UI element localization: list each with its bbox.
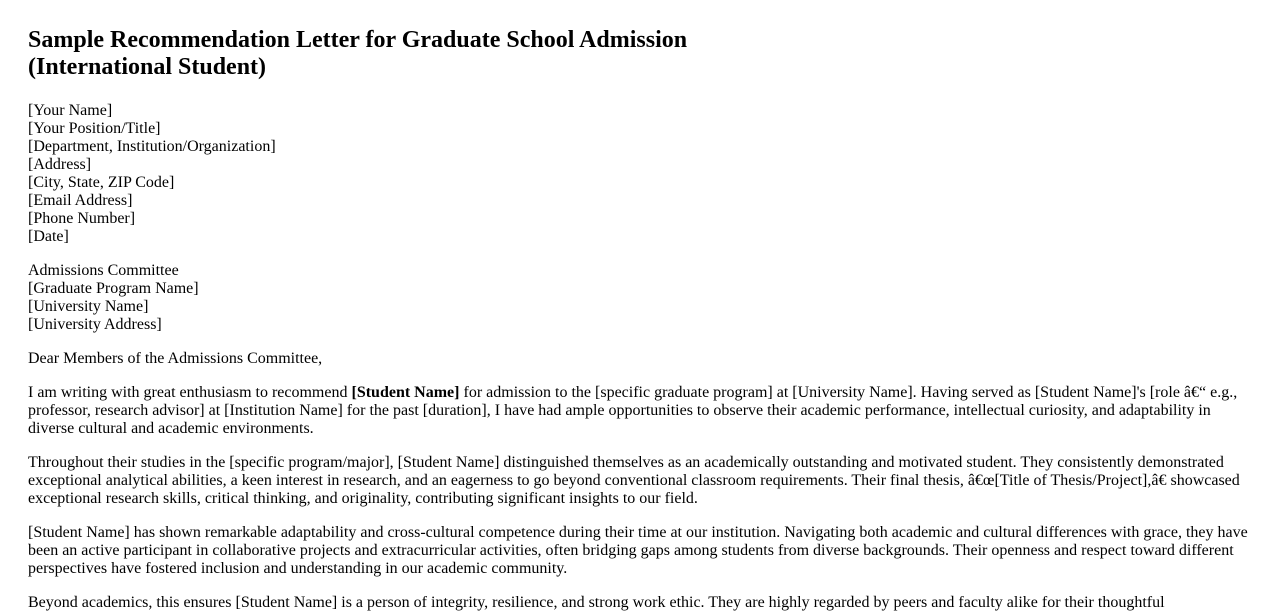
paragraph-introduction [28,384,1250,438]
sender-phone: [Phone Number] [28,210,136,227]
paragraph-introduction-lead: I am writing with great enthusiasm to recommend [28,384,352,401]
recipient-university: [University Name] [28,298,149,315]
paragraph-character: Beyond academics, this ensures [Student Name] is a person of integrity, resilience, and strong work ethic. They are highly regarded by peers and faculty alike for their thoughtful [28,594,1165,611]
sender-address-block [28,102,1250,246]
sender-name: [Your Name] [28,102,113,119]
paragraph-introduction-rest: for admission to the [specific graduate program] at [University Name]. Having served as [Student Name]'s [role â€“ e.g., professor, research advisor] at [Institution Name] for the past [duration], I have had ample opportunities to observe their academic performance, intellectual curiosity, and adaptability in diverse cultural and academic environments. [28,384,1238,437]
title-line-1: Sample Recommendation Letter for Graduate School Admission [28,27,688,53]
salutation: Dear Members of the Admissions Committee, [28,350,323,367]
sender-position: [Your Position/Title] [28,120,161,137]
student-name-bold: [Student Name] [351,384,460,401]
paragraph-adaptability: [Student Name] has shown remarkable adaptability and cross-cultural competence during their time at our institution. Navigating both academic and cultural differences with grace, they have been an active participant in collaborative projects and extracurricular activities, often bridging gaps among students from diverse backgrounds. Their openness and respect toward different perspectives have fostered inclusion and understanding in our academic community. [28,524,1248,577]
paragraph-academics: Throughout their studies in the [specific program/major], [Student Name] distinguished themselves as an academically outstanding and motivated student. They consistently demonstrated exceptional analytical abilities, a keen interest in research, and an eagerness to go beyond conventional classroom requirements. Their final thesis, â€œ[Title of Thesis/Project],â€ showcased exceptional research skills, critical thinking, and originality, contributing significant insights to our field. [28,454,1240,507]
title-line-2: (International Student) [28,54,267,80]
recipient-committee: Admissions Committee [28,262,179,279]
letter-date: [Date] [28,228,69,245]
sender-department: [Department, Institution/Organization] [28,138,276,155]
letter-page [28,27,1250,612]
recipient-university-address: [University Address] [28,316,162,333]
sender-email: [Email Address] [28,192,133,209]
page-title [28,27,1250,81]
recipient-program: [Graduate Program Name] [28,280,199,297]
recipient-address-block [28,262,1250,334]
sender-address: [Address] [28,156,92,173]
sender-city-state-zip: [City, State, ZIP Code] [28,174,175,191]
